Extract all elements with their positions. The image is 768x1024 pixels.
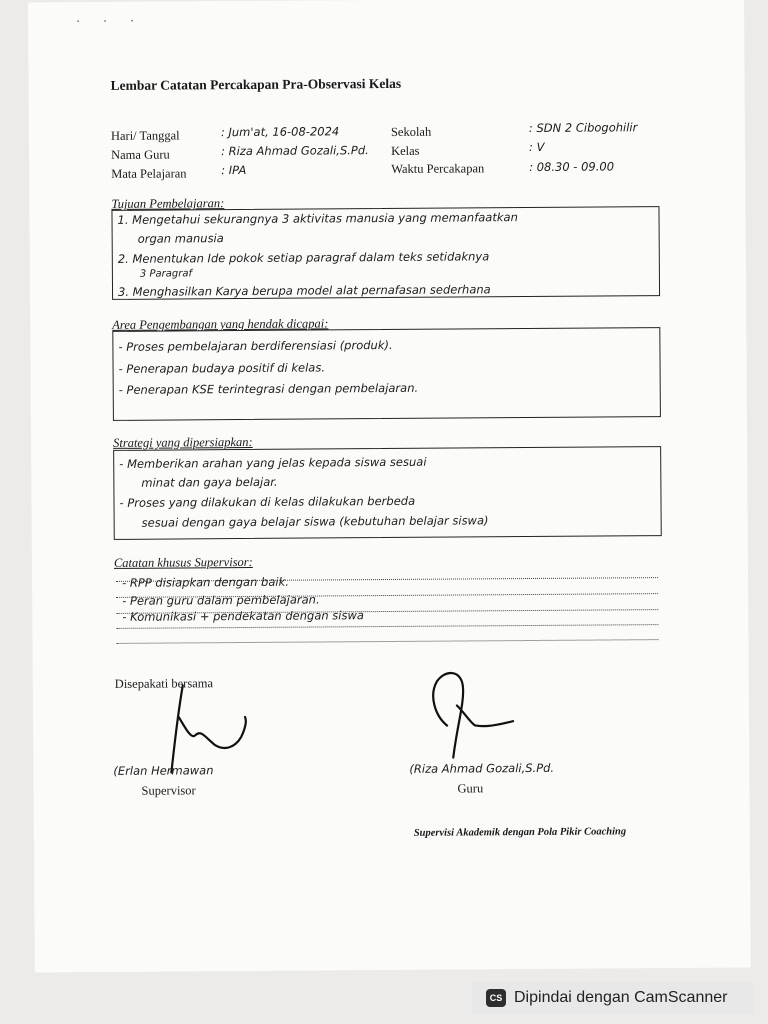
camscanner-watermark bbox=[472, 982, 754, 1014]
value-hari-tanggal: : Jum'at, 16-08-2024 bbox=[220, 124, 340, 140]
catatan-line: - Komunikasi + pendekatan dengan siswa bbox=[122, 608, 364, 624]
tujuan-line: 1. Mengetahui sekurangnya 3 aktivitas manusia yang memanfaatkan bbox=[117, 210, 518, 227]
scanned-page bbox=[28, 0, 751, 972]
supervisor-role: Supervisor bbox=[141, 783, 196, 798]
tujuan-line: organ manusia bbox=[137, 231, 224, 246]
label-kelas: Kelas bbox=[391, 143, 420, 158]
strategi-line: - Proses yang dilakukan di kelas dilakukan berbeda bbox=[119, 493, 416, 510]
area-line: - Penerapan budaya positif di kelas. bbox=[118, 360, 326, 376]
tujuan-line: 2. Menentukan Ide pokok setiap paragraf dalam teks setidaknya bbox=[117, 249, 490, 266]
supervisor-name: (Erlan Hermawan bbox=[113, 763, 214, 778]
strategi-line: - Memberikan arahan yang jelas kepada siswa sesuai bbox=[119, 454, 427, 471]
tujuan-line: 3. Menghasilkan Karya berupa model alat pernafasan sederhana bbox=[117, 282, 491, 299]
label-hari-tanggal: Hari/ Tanggal bbox=[110, 128, 180, 143]
label-mata-pelajaran: Mata Pelajaran bbox=[111, 166, 187, 181]
guru-signature bbox=[417, 665, 518, 766]
disepakati-label: Disepakati bersama bbox=[114, 676, 214, 691]
footer-note: Supervisi Akademik dengan Pola Pikir Coaching bbox=[413, 826, 627, 839]
value-nama-guru: : Riza Ahmad Gozali,S.Pd. bbox=[221, 143, 369, 159]
label-waktu: Waktu Percakapan bbox=[391, 161, 485, 176]
catatan-line: - Peran guru dalam pembelajaran. bbox=[122, 592, 320, 608]
value-kelas: : V bbox=[528, 139, 545, 155]
guru-name: (Riza Ahmad Gozali,S.Pd. bbox=[409, 760, 555, 776]
catatan-line: - RPP disiapkan dengan baik. bbox=[122, 574, 289, 590]
area-line: - Penerapan KSE terintegrasi dengan pembelajaran. bbox=[118, 380, 419, 397]
dotted-line bbox=[116, 639, 658, 644]
label-sekolah: Sekolah bbox=[390, 124, 432, 139]
value-waktu: : 08.30 - 09.00 bbox=[529, 159, 615, 175]
dotted-line bbox=[116, 624, 658, 629]
area-line: - Proses pembelajaran berdiferensiasi (produk). bbox=[118, 337, 393, 354]
camscanner-icon: CS bbox=[486, 989, 506, 1007]
document-title: Lembar Catatan Percakapan Pra-Observasi Kelas bbox=[110, 75, 402, 93]
strategi-line: sesuai dengan gaya belajar siswa (kebutuhan belajar siswa) bbox=[141, 513, 489, 530]
value-sekolah: : SDN 2 Cibogohilir bbox=[528, 120, 638, 136]
guru-role: Guru bbox=[457, 781, 484, 796]
area-heading: Area Pengembangan yang hendak dicapai: bbox=[112, 316, 329, 332]
strategi-heading: Strategi yang dipersiapkan: bbox=[113, 434, 253, 450]
catatan-heading: Catatan khusus Supervisor: bbox=[113, 554, 253, 570]
scan-specks: · · · bbox=[76, 13, 145, 29]
value-mata-pelajaran: : IPA bbox=[221, 162, 247, 178]
label-nama-guru: Nama Guru bbox=[111, 147, 170, 162]
camscanner-text: Dipindai dengan CamScanner bbox=[514, 989, 728, 1006]
strategi-line: minat dan gaya belajar. bbox=[141, 474, 278, 490]
tujuan-line: 3 Paragraf bbox=[139, 268, 192, 280]
tujuan-heading: Tujuan Pembelajaran: bbox=[111, 196, 225, 211]
